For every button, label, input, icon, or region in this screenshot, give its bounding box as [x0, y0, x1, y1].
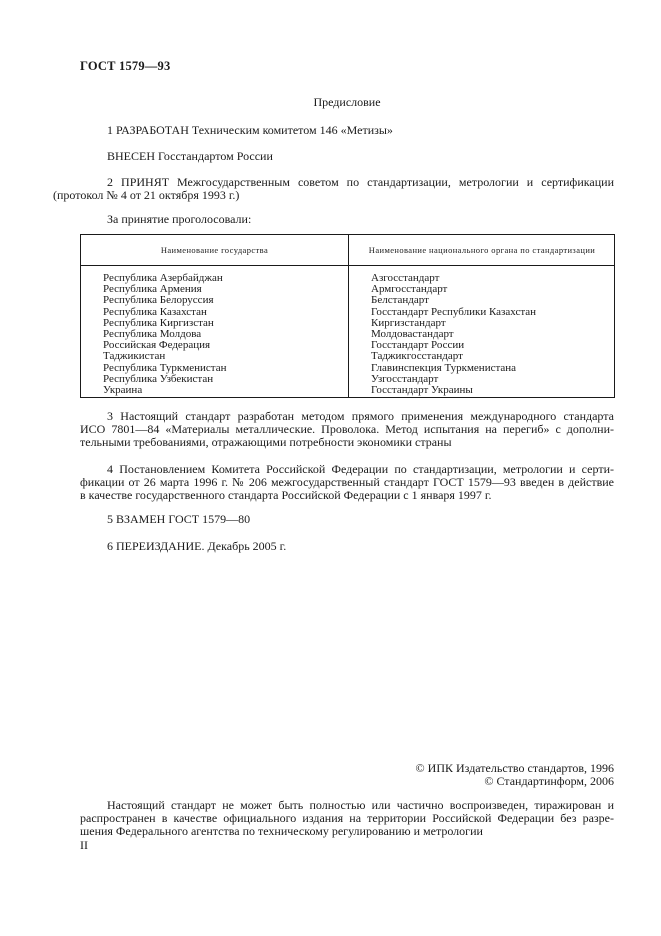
reproduction-notice	[80, 799, 614, 838]
section-2-line-2: (протокол № 4 от 21 октября 1993 г.)	[53, 188, 240, 202]
state-name: Таджикистан	[103, 350, 166, 363]
notice-line-1: Настоящий стандарт не может быть полностью или частично воспроизведен, тиражирован и	[107, 798, 614, 812]
voted-label: За принятие проголосовали:	[107, 212, 252, 226]
standards-body-name: Госстандарт Украины	[371, 384, 473, 397]
copyright-ipk: © ИПК Издательство стандартов, 1996	[415, 761, 614, 775]
state-name: Украина	[103, 384, 143, 397]
table-column-divider	[348, 235, 349, 397]
standards-body-name: Главинспекция Туркменистана	[371, 361, 517, 374]
section-4-line-3: в качестве государственного стандарта Российской Федерации с 1 января 1997 г.	[80, 488, 492, 502]
copyright-standartinform: © Стандартинформ, 2006	[484, 774, 614, 788]
section-3-line-3: тельными требованиями, отражающими потребности экономики страны	[80, 435, 452, 449]
notice-line-2: распространен в качестве официального издания на территории Российской Федерации без разре-	[80, 811, 614, 825]
state-list	[103, 273, 227, 396]
section-3-line-2: ИСО 7801—84 «Материалы металлические. Проволока. Метод испытания на перегиб» с дополни-	[80, 422, 614, 436]
section-1-developed: 1 РАЗРАБОТАН Техническим комитетом 146 «Метизы»	[107, 123, 393, 137]
document-header: ГОСТ 1579—93	[80, 59, 171, 73]
notice-line-3: шения Федерального агентства по техническому регулированию и метрологии	[80, 824, 483, 838]
section-6-reissue: 6 ПЕРЕИЗДАНИЕ. Декабрь 2005 г.	[107, 539, 287, 553]
state-name: Республика Молдова	[103, 328, 202, 341]
table-header-body: Наименование национального органа по стандартизации	[368, 245, 596, 255]
section-5-replaces: 5 ВЗАМЕН ГОСТ 1579—80	[107, 512, 251, 526]
standards-body-name: Армгосстандарт	[371, 283, 448, 296]
state-name: Республика Киргизстан	[103, 316, 214, 329]
section-4-resolution	[80, 463, 614, 502]
standards-body-name: Госстандарт России	[371, 339, 465, 352]
standards-body-name: Молдовастандарт	[371, 328, 454, 341]
standards-body-name: Таджикгосстандарт	[371, 350, 463, 363]
state-name: Российская Федерация	[103, 339, 211, 352]
state-name: Республика Азербайджан	[103, 272, 223, 284]
section-4-line-1: 4 Постановлением Комитета Российской Федерации по стандартизации, метрологии и серти-	[107, 462, 614, 476]
standards-body-name: Госстандарт Республики Казахстан	[371, 305, 537, 318]
introduced-by: ВНЕСЕН Госстандартом России	[107, 149, 273, 163]
standards-body-name: Азгосстандарт	[371, 272, 440, 284]
standards-body-list	[371, 273, 536, 396]
standards-body-name: Белстандарт	[371, 294, 429, 307]
section-3-line-1: 3 Настоящий стандарт разработан методом прямого применения международного стандарта	[107, 409, 614, 423]
state-name: Республика Туркменистан	[103, 361, 227, 374]
preface-title: Предисловие	[313, 95, 381, 109]
state-name: Республика Узбекистан	[103, 372, 214, 385]
section-4-line-2: фикации от 26 марта 1996 г. № 206 межгосударственный стандарт ГОСТ 1579—93 введен в действие	[80, 475, 614, 489]
standards-body-name: Киргизстандарт	[371, 316, 446, 329]
section-3-method	[80, 410, 614, 449]
voting-table	[80, 234, 615, 398]
page-number: II	[80, 838, 88, 852]
section-2-adopted	[53, 175, 614, 202]
state-name: Республика Белоруссия	[103, 294, 214, 307]
table-header-state: Наименование государства	[160, 245, 269, 255]
section-2-line-1: 2 ПРИНЯТ Межгосударственным советом по стандартизации, метрологии и сертификации	[107, 175, 614, 189]
state-name: Республика Армения	[103, 283, 202, 296]
state-name: Республика Казахстан	[103, 305, 207, 318]
standards-body-name: Узгосстандарт	[371, 372, 439, 385]
